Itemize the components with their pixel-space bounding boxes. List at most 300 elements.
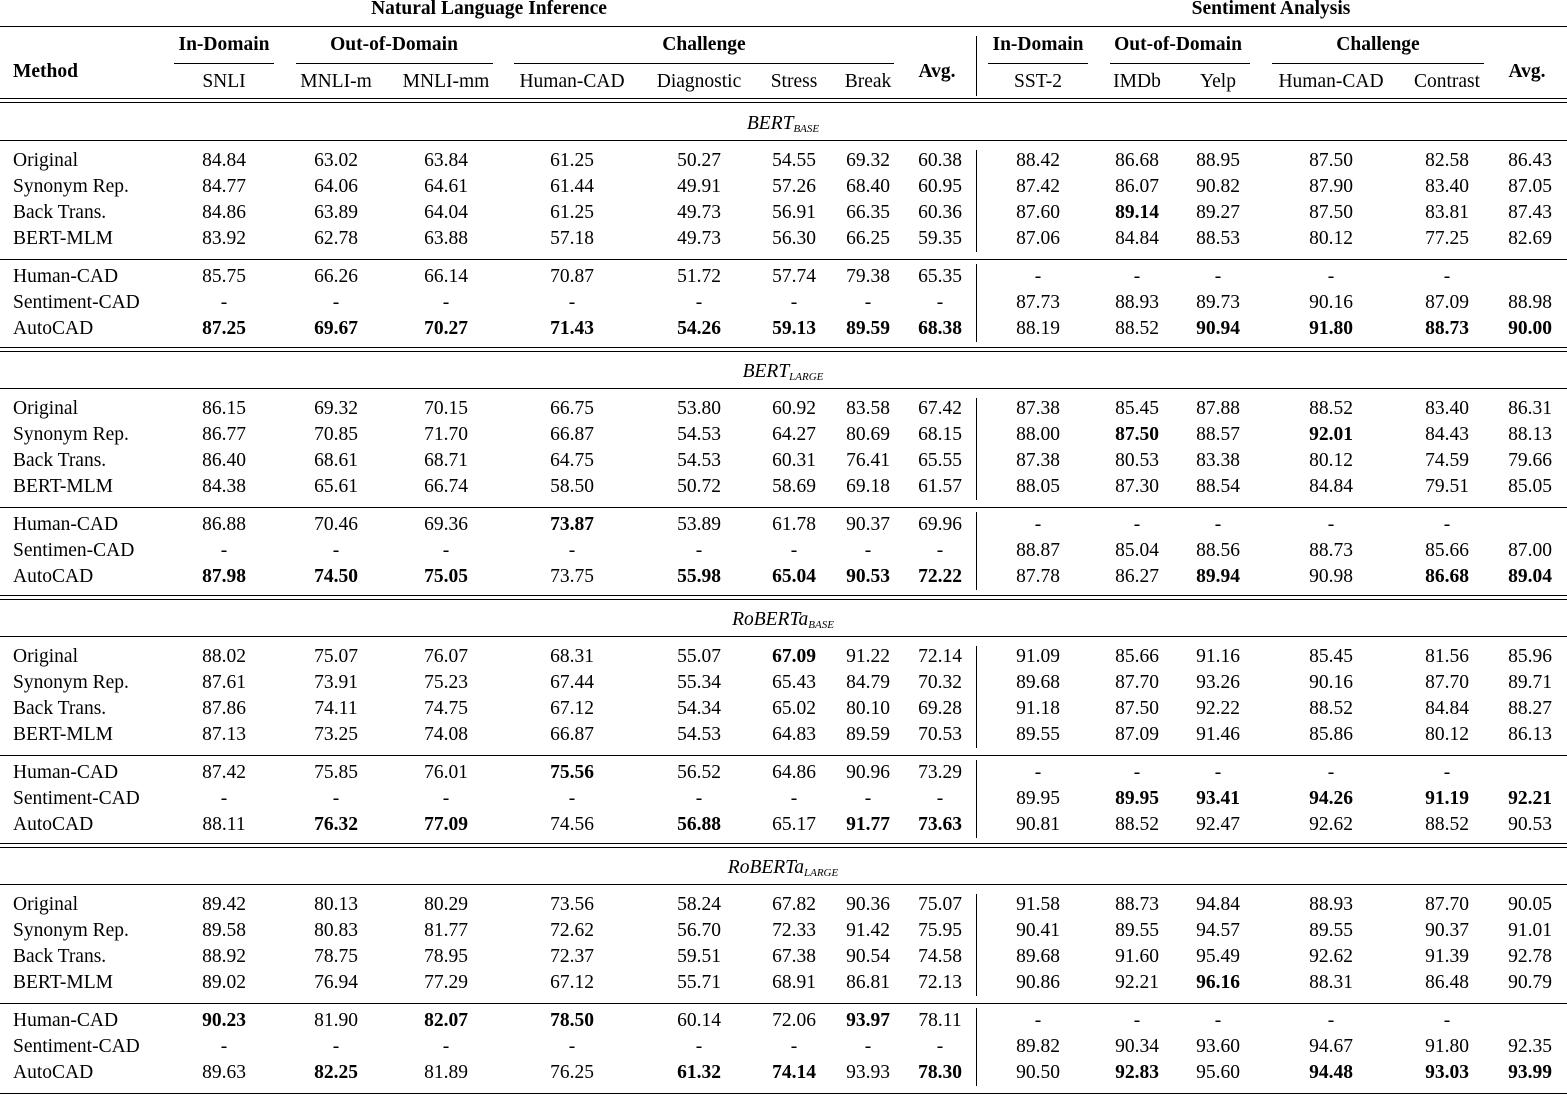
table-cell: 84.43	[1425, 424, 1469, 445]
table-cell: 86.81	[846, 972, 890, 993]
table-cell: 74.75	[424, 698, 468, 719]
table-cell: 68.91	[772, 972, 816, 993]
table-cell: -	[936, 1036, 944, 1057]
method-name: Synonym Rep.	[13, 424, 129, 445]
table-cell: 91.77	[846, 814, 890, 835]
column-separator	[976, 894, 977, 996]
table-cell: 72.13	[918, 972, 962, 993]
table-cell: 83.40	[1425, 176, 1469, 197]
group-rule	[0, 755, 1567, 756]
table-cell: 93.60	[1196, 1036, 1240, 1057]
table-cell: 75.05	[424, 566, 468, 587]
table-cell: 65.43	[772, 672, 816, 693]
top-rule	[0, 26, 1567, 27]
table-cell: 49.91	[677, 176, 721, 197]
table-cell: 68.40	[846, 176, 890, 197]
table-cell: 86.48	[1425, 972, 1469, 993]
table-cell: 80.29	[424, 894, 468, 915]
table-cell: 90.16	[1309, 292, 1353, 313]
table-cell: 54.53	[677, 424, 721, 445]
table-cell: 73.75	[550, 566, 594, 587]
table-cell: 60.38	[918, 150, 962, 171]
column-separator	[976, 36, 977, 96]
table-cell: 90.00	[1508, 318, 1552, 339]
method-name: Human-CAD	[13, 514, 119, 535]
table-cell: -	[936, 540, 944, 561]
column-header-4: Diagnostic	[656, 71, 742, 92]
table-cell: 84.77	[202, 176, 246, 197]
table-cell: 88.11	[202, 814, 246, 835]
table-cell: 80.10	[846, 698, 890, 719]
table-cell: 75.07	[918, 894, 962, 915]
group-underline	[174, 63, 274, 64]
table-cell: 75.56	[550, 762, 594, 783]
table-cell: 88.95	[1196, 150, 1240, 171]
method-name: Sentiment-CAD	[13, 1036, 140, 1057]
method-name: BERT-MLM	[13, 228, 113, 249]
method-name: Human-CAD	[13, 1010, 119, 1031]
group-underline	[296, 63, 493, 64]
table-cell: 90.98	[1309, 566, 1353, 587]
table-cell: 64.04	[424, 202, 468, 223]
table-cell: 50.72	[677, 476, 721, 497]
table-cell: 90.37	[1425, 920, 1469, 941]
table-cell: 70.27	[424, 318, 468, 339]
table-cell: 55.71	[677, 972, 721, 993]
table-cell: 88.27	[1508, 698, 1552, 719]
table-cell: 56.88	[677, 814, 721, 835]
table-cell: 88.54	[1196, 476, 1240, 497]
table-cell: 87.30	[1115, 476, 1159, 497]
table-cell: -	[936, 292, 944, 313]
table-cell: -	[220, 540, 228, 561]
table-cell: 80.53	[1115, 450, 1159, 471]
group-underline	[988, 63, 1088, 64]
column-separator	[976, 1008, 977, 1086]
table-cell: 88.52	[1309, 698, 1353, 719]
table-cell: 60.31	[772, 450, 816, 471]
table-cell: 69.18	[846, 476, 890, 497]
table-cell: 86.40	[202, 450, 246, 471]
table-cell: 87.06	[1016, 228, 1060, 249]
table-cell: 55.98	[677, 566, 721, 587]
table-cell: 94.48	[1309, 1062, 1353, 1083]
column-header-10: Human-CAD	[1278, 71, 1384, 92]
table-cell: -	[220, 788, 228, 809]
table-cell: -	[790, 292, 798, 313]
table-cell: 80.12	[1425, 724, 1469, 745]
table-cell: 90.53	[846, 566, 890, 587]
model-rule	[0, 884, 1567, 885]
table-cell: 92.78	[1508, 946, 1552, 967]
table-cell: 59.51	[677, 946, 721, 967]
table-cell: 85.75	[202, 266, 246, 287]
table-cell: 61.78	[772, 514, 816, 535]
header-rule	[0, 98, 1567, 99]
table-cell: -	[1034, 1010, 1042, 1031]
table-cell: 91.18	[1016, 698, 1060, 719]
table-cell: 90.37	[846, 514, 890, 535]
table-cell: 61.25	[550, 202, 594, 223]
table-cell: -	[695, 1036, 703, 1057]
sa-out-of-domain-header: Out-of-Domain	[1114, 34, 1242, 55]
table-cell: -	[1443, 762, 1451, 783]
table-cell: -	[1443, 1010, 1451, 1031]
block-rule	[0, 595, 1567, 596]
group-underline	[1272, 63, 1484, 64]
table-cell: -	[790, 540, 798, 561]
table-cell: 87.43	[1508, 202, 1552, 223]
table-cell: 81.77	[424, 920, 468, 941]
table-cell: 70.32	[918, 672, 962, 693]
table-cell: 66.74	[424, 476, 468, 497]
table-cell: 85.86	[1309, 724, 1353, 745]
table-cell: 91.46	[1196, 724, 1240, 745]
column-header-7: SST-2	[1013, 71, 1063, 92]
table-cell: 62.78	[314, 228, 358, 249]
column-header-3: Human-CAD	[519, 71, 625, 92]
table-cell: 89.68	[1016, 946, 1060, 967]
table-cell: 74.11	[314, 698, 358, 719]
table-cell: 89.02	[202, 972, 246, 993]
table-cell: 82.69	[1508, 228, 1552, 249]
table-cell: 65.02	[772, 698, 816, 719]
table-cell: 87.86	[202, 698, 246, 719]
table-cell: 84.84	[1115, 228, 1159, 249]
table-cell: 92.35	[1508, 1036, 1552, 1057]
table-cell: -	[332, 292, 340, 313]
table-cell: 89.27	[1196, 202, 1240, 223]
method-name: BERT-MLM	[13, 476, 113, 497]
table-cell: 58.50	[550, 476, 594, 497]
table-cell: 92.62	[1309, 814, 1353, 835]
table-cell: 59.13	[772, 318, 816, 339]
method-name: Back Trans.	[13, 946, 107, 967]
table-cell: 91.09	[1016, 646, 1060, 667]
table-cell: 83.40	[1425, 398, 1469, 419]
method-name: AutoCAD	[13, 566, 94, 587]
table-cell: 94.84	[1196, 894, 1240, 915]
table-cell: 90.54	[846, 946, 890, 967]
table-cell: -	[695, 540, 703, 561]
table-cell: 53.80	[677, 398, 721, 419]
table-cell: 93.03	[1425, 1062, 1469, 1083]
table-cell: 76.32	[314, 814, 358, 835]
table-cell: 51.72	[677, 266, 721, 287]
table-cell: -	[442, 540, 450, 561]
table-cell: 69.67	[314, 318, 358, 339]
table-cell: 69.32	[846, 150, 890, 171]
table-cell: 73.63	[918, 814, 962, 835]
block-rule	[0, 847, 1567, 848]
column-header-8: IMDb	[1113, 71, 1161, 92]
table-cell: 92.21	[1508, 788, 1552, 809]
column-header-6: Break	[844, 71, 892, 92]
column-header-9: Yelp	[1200, 71, 1236, 92]
table-cell: 88.53	[1196, 228, 1240, 249]
table-cell: 67.38	[772, 946, 816, 967]
block-rule	[0, 599, 1567, 600]
table-cell: 69.28	[918, 698, 962, 719]
table-cell: 86.27	[1115, 566, 1159, 587]
table-cell: 64.75	[550, 450, 594, 471]
table-cell: 88.52	[1425, 814, 1469, 835]
table-cell: 84.84	[1425, 698, 1469, 719]
table-cell: 87.60	[1016, 202, 1060, 223]
table-cell: 77.25	[1425, 228, 1469, 249]
table-cell: 95.60	[1196, 1062, 1240, 1083]
table-cell: 54.53	[677, 724, 721, 745]
table-cell: 73.91	[314, 672, 358, 693]
table-cell: 90.82	[1196, 176, 1240, 197]
model-title: RoBERTa$_{BASE}$	[732, 609, 834, 631]
table-cell: 89.71	[1508, 672, 1552, 693]
table-cell: 89.55	[1016, 724, 1060, 745]
method-name: Synonym Rep.	[13, 920, 129, 941]
table-cell: 90.86	[1016, 972, 1060, 993]
table-cell: 54.26	[677, 318, 721, 339]
table-cell: 71.43	[550, 318, 594, 339]
table-cell: 86.31	[1508, 398, 1552, 419]
table-cell: 87.09	[1425, 292, 1469, 313]
table-cell: 88.19	[1016, 318, 1060, 339]
table-cell: 81.90	[314, 1010, 358, 1031]
sa-avg-header: Avg.	[1508, 61, 1546, 82]
table-cell: 80.13	[314, 894, 358, 915]
table-cell: 76.07	[424, 646, 468, 667]
table-cell: 87.90	[1309, 176, 1353, 197]
table-cell: 72.22	[918, 566, 962, 587]
table-cell: 53.89	[677, 514, 721, 535]
table-cell: -	[1443, 514, 1451, 535]
table-cell: 66.14	[424, 266, 468, 287]
table-cell: 68.38	[918, 318, 962, 339]
table-cell: 85.66	[1425, 540, 1469, 561]
column-header-2: MNLI-mm	[402, 71, 490, 92]
table-cell: 91.42	[846, 920, 890, 941]
table-cell: 87.50	[1115, 698, 1159, 719]
table-cell: 90.94	[1196, 318, 1240, 339]
table-cell: -	[864, 788, 872, 809]
table-cell: 87.50	[1115, 424, 1159, 445]
table-cell: 67.12	[550, 698, 594, 719]
table-cell: -	[1214, 1010, 1222, 1031]
table-cell: 87.78	[1016, 566, 1060, 587]
table-cell: 89.55	[1309, 920, 1353, 941]
nli-group-header: Natural Language Inference	[371, 0, 607, 19]
table-cell: 90.36	[846, 894, 890, 915]
table-cell: 88.31	[1309, 972, 1353, 993]
table-cell: 72.62	[550, 920, 594, 941]
table-cell: 93.93	[846, 1062, 890, 1083]
table-cell: 61.57	[918, 476, 962, 497]
table-cell: 82.25	[314, 1062, 358, 1083]
table-cell: 85.05	[1508, 476, 1552, 497]
block-rule	[0, 843, 1567, 844]
method-name: Original	[13, 150, 78, 171]
table-cell: 89.95	[1115, 788, 1159, 809]
table-cell: 87.42	[202, 762, 246, 783]
table-cell: 90.79	[1508, 972, 1552, 993]
method-name: Human-CAD	[13, 762, 119, 783]
block-rule	[0, 351, 1567, 352]
table-cell: -	[695, 788, 703, 809]
table-cell: 88.52	[1115, 318, 1159, 339]
table-cell: 86.13	[1508, 724, 1552, 745]
table-cell: 66.87	[550, 724, 594, 745]
nli-challenge-header: Challenge	[662, 34, 746, 55]
method-name: Back Trans.	[13, 450, 107, 471]
table-cell: 95.49	[1196, 946, 1240, 967]
table-cell: 94.57	[1196, 920, 1240, 941]
table-cell: 66.87	[550, 424, 594, 445]
method-name: Original	[13, 646, 78, 667]
table-cell: 79.66	[1508, 450, 1552, 471]
table-cell: -	[1214, 266, 1222, 287]
method-name: AutoCAD	[13, 1062, 94, 1083]
table-cell: 87.38	[1016, 450, 1060, 471]
table-cell: 85.96	[1508, 646, 1552, 667]
table-cell: 61.32	[677, 1062, 721, 1083]
nli-out-of-domain-header: Out-of-Domain	[330, 34, 458, 55]
table-cell: 49.73	[677, 228, 721, 249]
table-cell: 74.58	[918, 946, 962, 967]
table-cell: 73.56	[550, 894, 594, 915]
model-title: $BERT_{LARGE}$	[742, 361, 824, 383]
table-cell: 88.93	[1115, 292, 1159, 313]
table-cell: -	[568, 1036, 576, 1057]
table-cell: 87.50	[1309, 202, 1353, 223]
table-cell: 89.94	[1196, 566, 1240, 587]
table-cell: 78.30	[918, 1062, 962, 1083]
table-cell: 88.73	[1115, 894, 1159, 915]
table-cell: 89.59	[846, 724, 890, 745]
table-cell: -	[332, 1036, 340, 1057]
table-cell: 73.87	[550, 514, 594, 535]
column-separator	[976, 264, 977, 342]
method-name: BERT-MLM	[13, 724, 113, 745]
group-rule	[0, 259, 1567, 260]
table-cell: 87.50	[1309, 150, 1353, 171]
table-cell: 82.07	[424, 1010, 468, 1031]
table-cell: 87.70	[1425, 894, 1469, 915]
table-cell: 68.71	[424, 450, 468, 471]
table-cell: -	[1214, 514, 1222, 535]
table-cell: -	[1034, 514, 1042, 535]
table-cell: 90.05	[1508, 894, 1552, 915]
table-cell: 73.25	[314, 724, 358, 745]
table-cell: 78.75	[314, 946, 358, 967]
table-cell: 74.14	[772, 1062, 816, 1083]
table-cell: 90.81	[1016, 814, 1060, 835]
table-cell: 91.60	[1115, 946, 1159, 967]
table-cell: 88.92	[202, 946, 246, 967]
table-cell: 88.73	[1425, 318, 1469, 339]
method-name: AutoCAD	[13, 318, 94, 339]
table-cell: -	[864, 540, 872, 561]
bottom-rule	[0, 1093, 1567, 1094]
column-header-0: SNLI	[202, 71, 246, 92]
column-header-5: Stress	[770, 71, 818, 92]
table-cell: 66.35	[846, 202, 890, 223]
table-cell: 89.73	[1196, 292, 1240, 313]
table-cell: 64.61	[424, 176, 468, 197]
model-rule	[0, 388, 1567, 389]
table-cell: 89.63	[202, 1062, 246, 1083]
method-name: Synonym Rep.	[13, 672, 129, 693]
table-cell: 57.18	[550, 228, 594, 249]
table-cell: 90.50	[1016, 1062, 1060, 1083]
method-name: Original	[13, 894, 78, 915]
table-cell: 84.84	[1309, 476, 1353, 497]
table-cell: 87.25	[202, 318, 246, 339]
table-cell: 80.12	[1309, 228, 1353, 249]
table-cell: 63.88	[424, 228, 468, 249]
table-cell: 83.38	[1196, 450, 1240, 471]
table-cell: 91.19	[1425, 788, 1469, 809]
table-cell: 60.14	[677, 1010, 721, 1031]
table-cell: 55.34	[677, 672, 721, 693]
table-cell: 65.17	[772, 814, 816, 835]
table-cell: 88.98	[1508, 292, 1552, 313]
table-cell: 77.09	[424, 814, 468, 835]
table-cell: 87.05	[1508, 176, 1552, 197]
table-cell: 67.82	[772, 894, 816, 915]
table-cell: -	[1034, 762, 1042, 783]
table-cell: 87.73	[1016, 292, 1060, 313]
table-cell: 69.96	[918, 514, 962, 535]
table-cell: 68.31	[550, 646, 594, 667]
table-cell: 88.87	[1016, 540, 1060, 561]
table-cell: 90.41	[1016, 920, 1060, 941]
table-cell: 84.84	[202, 150, 246, 171]
table-cell: 87.13	[202, 724, 246, 745]
table-cell: 93.26	[1196, 672, 1240, 693]
table-cell: -	[1327, 762, 1335, 783]
method-name: Sentiment-CAD	[13, 788, 140, 809]
column-separator	[976, 512, 977, 590]
table-cell: 92.47	[1196, 814, 1240, 835]
table-cell: 85.04	[1115, 540, 1159, 561]
table-cell: 84.86	[202, 202, 246, 223]
table-cell: 91.22	[846, 646, 890, 667]
method-name: Back Trans.	[13, 202, 107, 223]
table-cell: 64.83	[772, 724, 816, 745]
table-cell: 78.95	[424, 946, 468, 967]
table-cell: 54.34	[677, 698, 721, 719]
table-cell: 88.00	[1016, 424, 1060, 445]
model-title: $BERT_{BASE}$	[746, 113, 820, 135]
table-cell: 50.27	[677, 150, 721, 171]
table-cell: 73.29	[918, 762, 962, 783]
table-cell: 68.61	[314, 450, 358, 471]
table-cell: 69.36	[424, 514, 468, 535]
column-separator	[976, 760, 977, 838]
block-rule	[0, 347, 1567, 348]
table-cell: 77.29	[424, 972, 468, 993]
table-cell: 85.66	[1115, 646, 1159, 667]
table-cell: -	[695, 292, 703, 313]
table-cell: 88.52	[1115, 814, 1159, 835]
table-cell: -	[442, 292, 450, 313]
table-cell: 90.53	[1508, 814, 1552, 835]
table-cell: 64.06	[314, 176, 358, 197]
table-cell: 81.89	[424, 1062, 468, 1083]
table-cell: 87.70	[1115, 672, 1159, 693]
method-name: Human-CAD	[13, 266, 119, 287]
table-cell: -	[936, 788, 944, 809]
sa-challenge-header: Challenge	[1336, 34, 1420, 55]
